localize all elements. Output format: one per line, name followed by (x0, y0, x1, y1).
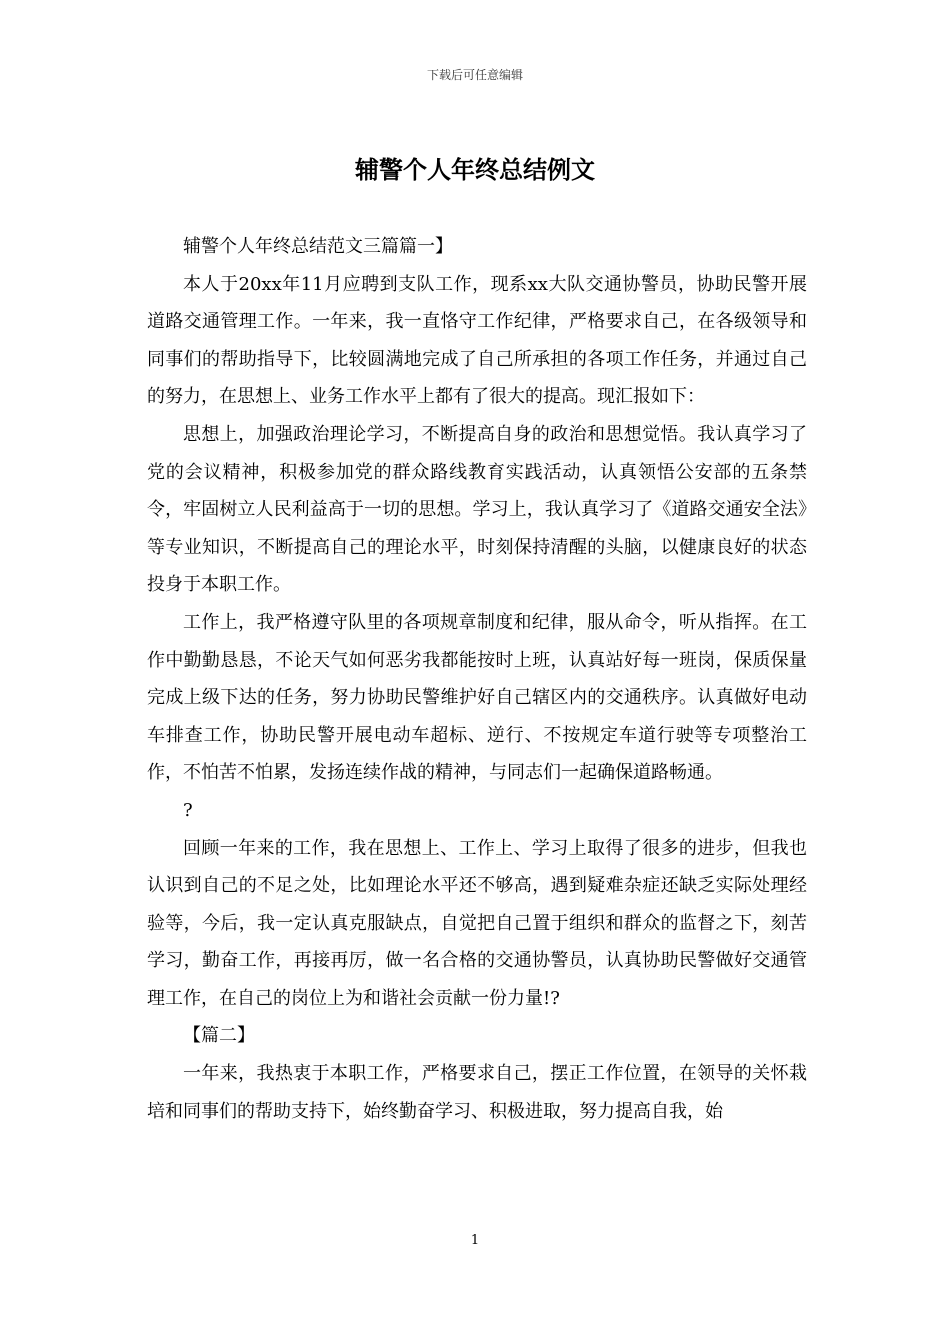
body-paragraph: 本人于20xx年11月应聘到支队工作，现系xx大队交通协警员，协助民警开展道路交通管理工作。一年来，我一直恪守工作纪律，严格要求自己，在各级领导和同事们的帮助指导下，比较圆满地完成了自己所承担的各项工作任务，并通过自己的努力，在思想上、业务工作水平上都有了很大的提高。现汇报如下： (147, 273, 807, 408)
body-paragraph: 工作上，我严格遵守队里的各项规章制度和纪律，服从命令，听从指挥。在工作中勤勤恳恳，不论天气如何恶劣我都能按时上班，认真站好每一班岗，保质保量完成上级下达的任务，努力协助民警维护好自己辖区内的交通秩序。认真做好电动车排查工作，协助民警开展电动车超标、逆行、不按规定车道行驶等专项整治工作，不怕苦不怕累，发扬连续作战的精神，与同志们一起确保道路畅通。 (147, 611, 807, 784)
body-paragraph: ? (183, 799, 193, 821)
document-title: 辅警个人年终总结例文 (355, 155, 595, 184)
body-paragraph: 思想上，加强政治理论学习，不断提高自身的政治和思想觉悟。我认真学习了党的会议精神，积极参加党的群众路线教育实践活动，认真领悟公安部的五条禁令，牢固树立人民利益高于一切的思想。学习上，我认真学习了《道路交通安全法》等专业知识，不断提高自己的理论水平，时刻保持清醒的头脑，以健康良好的状态投身于本职工作。 (147, 423, 807, 596)
body-paragraph: 一年来，我热衷于本职工作，严格要求自己，摆正工作位置，在领导的关怀栽培和同事们的帮助支持下，始终勤奋学习、积极进取，努力提高自我，始 (147, 1063, 807, 1122)
document-body (147, 228, 807, 1130)
page-number: 1 (470, 1233, 480, 1248)
section-heading-1: 辅警个人年终总结范文三篇篇一】 (183, 236, 453, 257)
page-header-note: 下载后可任意编辑 (426, 68, 523, 82)
body-paragraph: 回顾一年来的工作，我在思想上、工作上、学习上取得了很多的进步，但我也认识到自己的不足之处，比如理论水平还不够高，遇到疑难杂症还缺乏实际处理经验等，今后，我一定认真克服缺点，自觉把自己置于组织和群众的监督之下，刻苦学习，勤奋工作，再接再厉，做一名合格的交通协警员，认真协助民警做好交通管理工作，在自己的岗位上为和谐社会贡献一份力量!? (147, 837, 807, 1009)
section-heading-2: 【篇二】 (183, 1025, 255, 1047)
